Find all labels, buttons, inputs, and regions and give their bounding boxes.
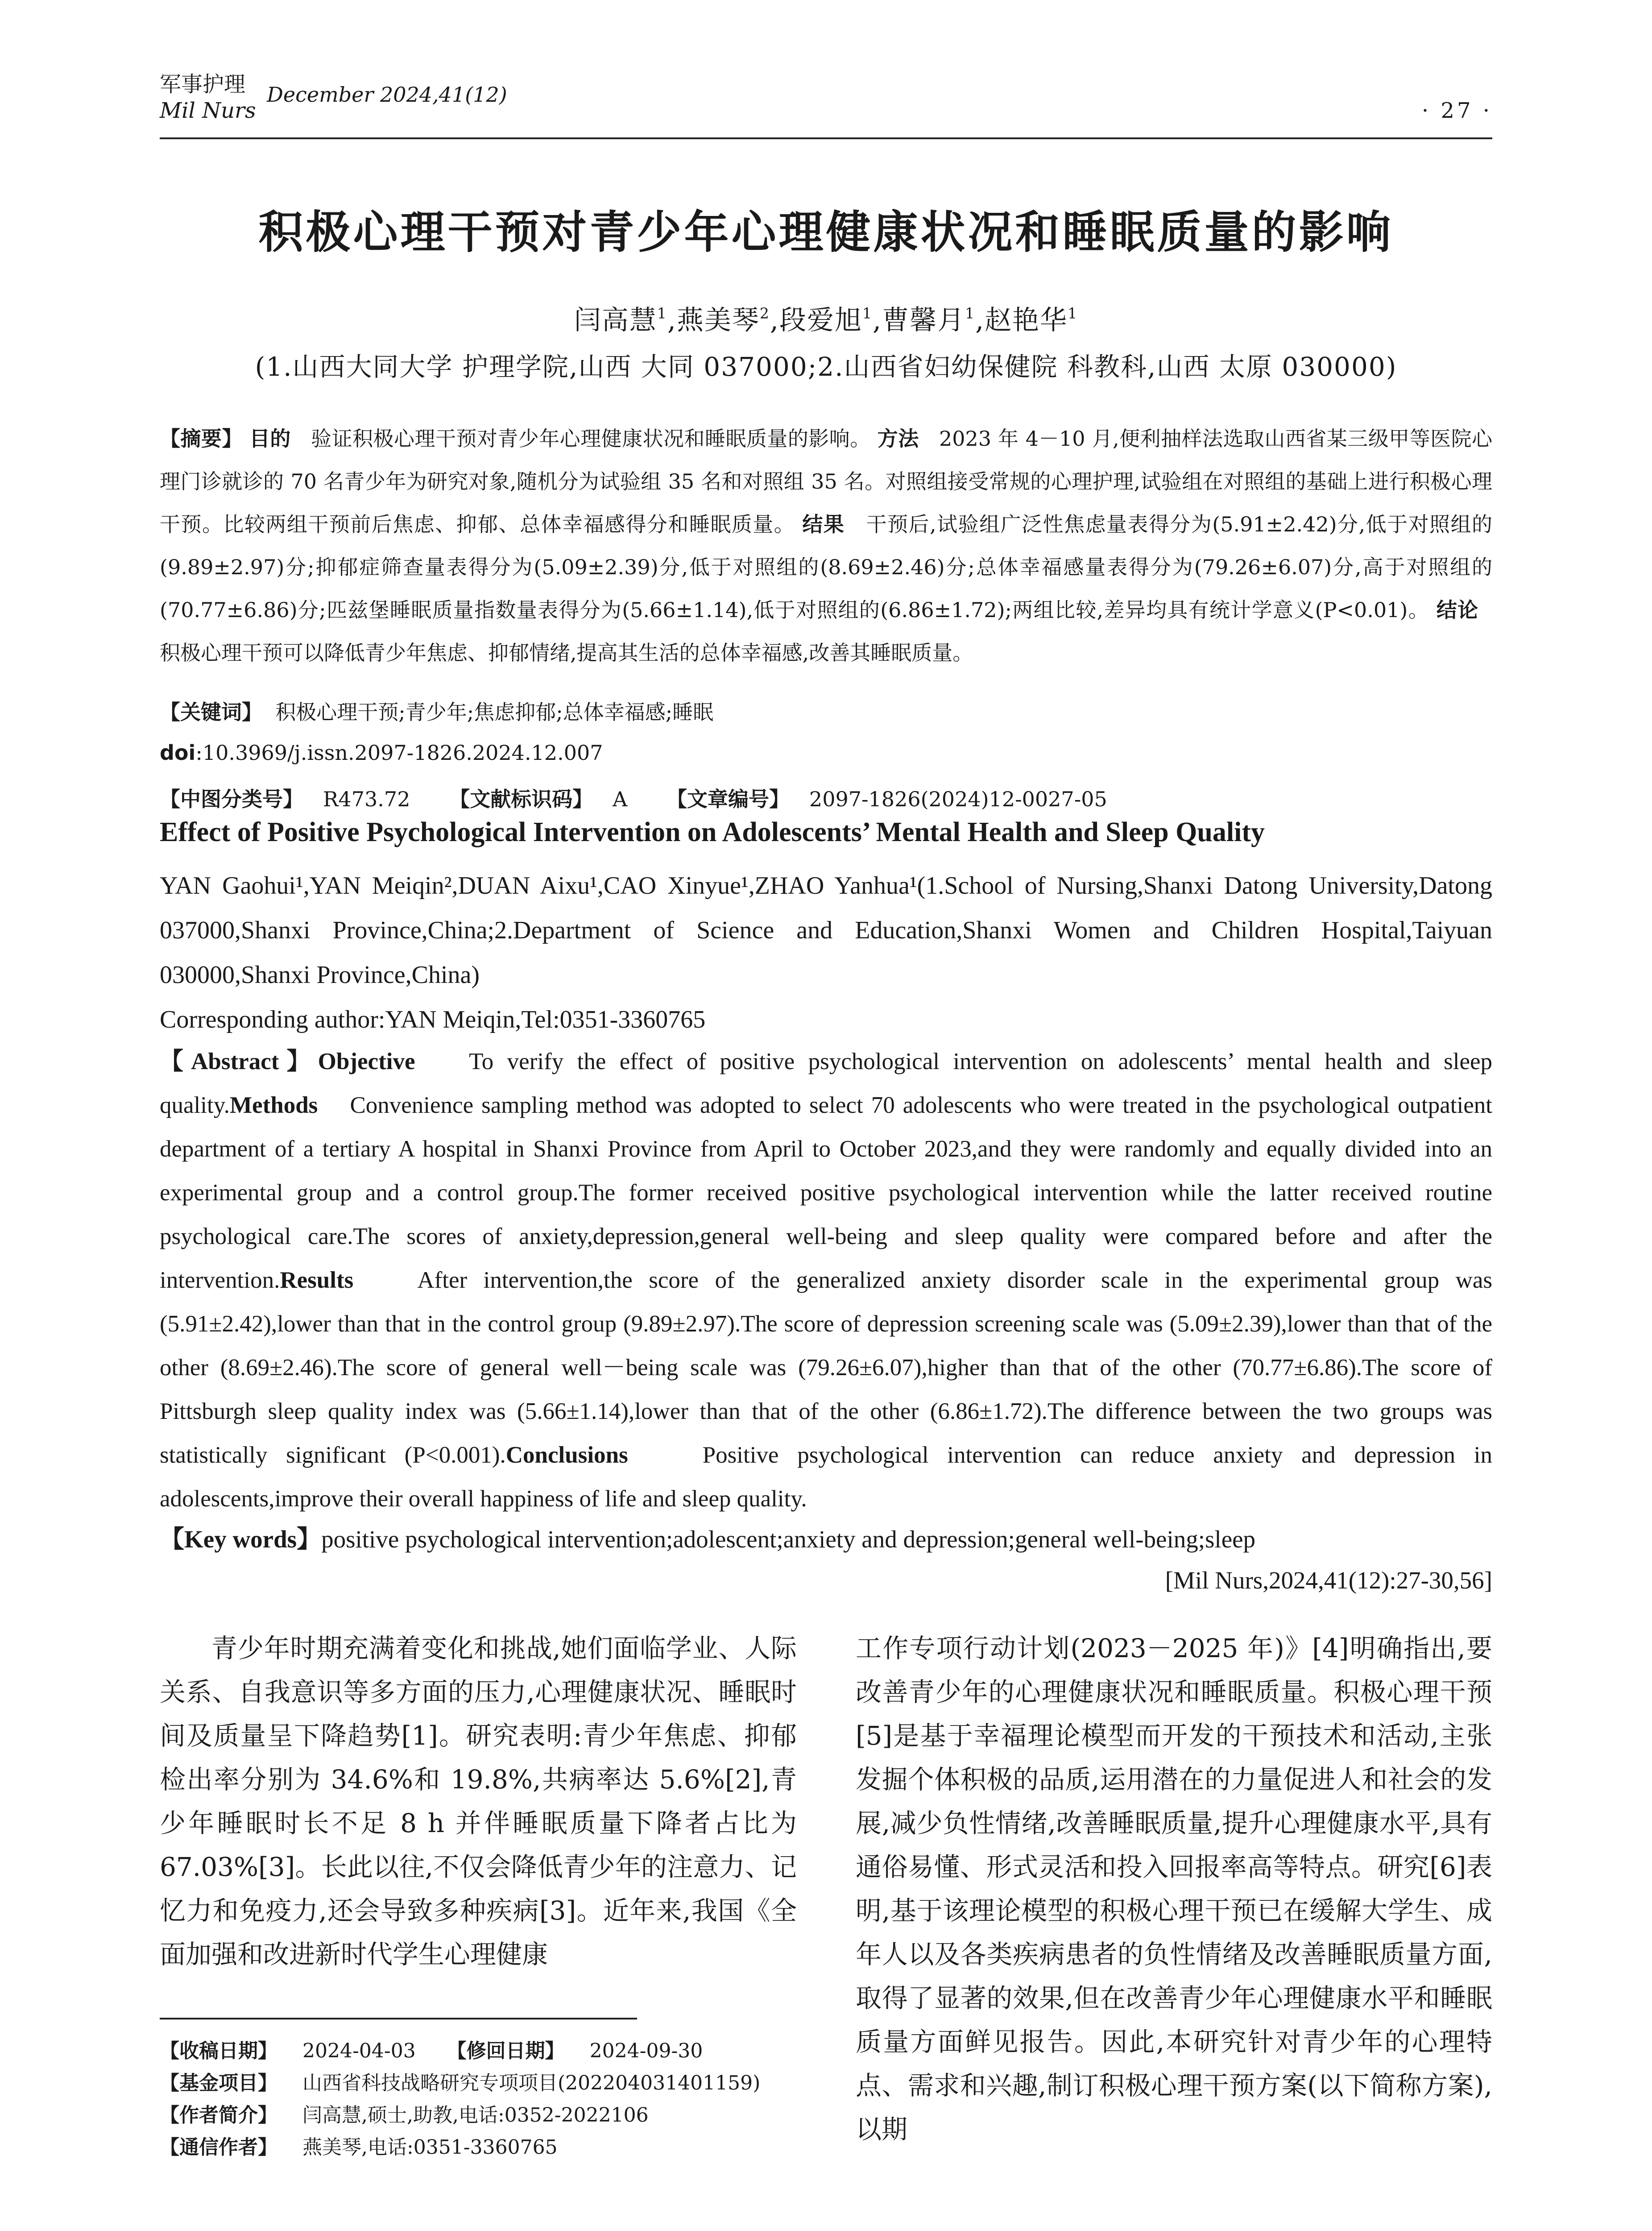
corresponding-author: Corresponding author:YAN Meiqin,Tel:0351-3360765 (160, 1006, 706, 1033)
footnote-rule (160, 2018, 637, 2020)
methods-text: 2023 年 4－10 月,便利抽样法选取山西省某三级甲等医院心理门诊就诊的 70 名青少年为研究对象,随机分为试验组 35 名和对照组 35 名。对照组接受常规的心理护理,试验组在对照组的基础上进行积极心理干预。比较两组干预前后焦虑、抑郁、总体幸福感得分和睡眠质量。 (160, 427, 1493, 536)
author-name: 曹馨月 (882, 305, 965, 336)
received-date: 2024-04-03 (302, 2040, 416, 2062)
clc-label: 【中图分类号】 (160, 787, 303, 811)
abstract-label: 【摘要】 (160, 427, 243, 451)
body-column-left: 青少年时期充满着变化和挑战,她们面临学业、人际关系、自我意识等多方面的压力,心理健康状况、睡眠时间及质量呈下降趋势[1]。研究表明:青少年焦虑、抑郁检出率分别为 34.6%和 19.8%,共病率达 5.6%[2],青少年睡眠时长不足 8 h 并伴睡眠质量下降者占比为 67.03%[3]。长此以往,不仅会降低青少年的注意力、记忆力和免疫力,还会导致多种疾病[3]。近年来,我国《全面加强和改进新时代学生心理健康 (160, 1633, 797, 1970)
abstract-cn (160, 417, 1492, 674)
keywords-en-text: positive psychological intervention;adolescent;anxiety and depression;general well-being;sleep (321, 1526, 1256, 1553)
objective-en-text: To verify the effect of positive psychological intervention on adolescents’ mental health and sleep quality. (160, 1049, 1492, 1118)
page-number: · 27 · (1421, 98, 1492, 123)
keywords-en-label: 【Key words】 (160, 1526, 322, 1553)
results-label: 结果 (802, 512, 845, 536)
header-rule (160, 137, 1492, 139)
author-bio-text: 闫高慧,硕士,助教,电话:0352-2022106 (302, 2104, 649, 2127)
author-sup: 2 (759, 304, 770, 322)
results-en-text: After intervention,the score of the generalized anxiety disorder scale in the experimental group was (5.91±2.42),lower than that in the control group (9.89±2.97).The score of depression screening scale was (5.09±2.39),lower than that of the other (8.69±2.46).The score of general well－being scale was (79.26±6.07),higher than that of the other (70.77±6.86).The score of Pittsburgh sleep quality index was (5.66±1.14),lower than that of the other (6.86±1.72).The difference between the two groups was statistically significant (P<0.001). (160, 1267, 1492, 1468)
revised-label: 【修回日期】 (447, 2040, 565, 2062)
corresponding-label: 【通信作者】 (160, 2136, 277, 2159)
keywords-text: 积极心理干预;青少年;焦虑抑郁;总体幸福感;睡眠 (275, 700, 714, 724)
clc-value: R473.72 (323, 787, 410, 811)
affiliation: (1.山西大同大学 护理学院,山西 大同 037000;2.山西省妇幼保健院 科教科,山西 太原 030000) (255, 352, 1397, 382)
body-column-right: 工作专项行动计划(2023－2025 年)》[4]明确指出,要改善青少年的心理健康状况和睡眠质量。积极心理干预[5]是基于幸福理论模型而开发的干预技术和活动,主张发掘个体积极的品质,运用潜在的力量促进人和社会的发展,减少负性情绪,改善睡眠质量,提升心理健康水平,具有通俗易懂、形式灵活和投入回报率高等特点。研究[6]表明,基于该理论模型的积极心理干预已在缓解大学生、成年人以及各类疾病患者的负性情绪及改善睡眠质量方面,取得了显著的效果,但在改善青少年心理健康水平和睡眠质量方面鲜见报告。因此,本研究针对青少年的心理特点、需求和兴趣,制订积极心理干预方案(以下简称方案),以期 (856, 1633, 1492, 2144)
citation: [Mil Nurs,2024,41(12):27-30,56] (1165, 1567, 1492, 1594)
author-name: 燕美琴 (676, 305, 760, 336)
objective-text: 验证积极心理干预对青少年心理健康状况和睡眠质量的影响。 (311, 427, 871, 451)
conclusion-en-label: Conclusions (505, 1442, 628, 1468)
article-no-value: 2097-1826(2024)12-0027-05 (809, 787, 1107, 811)
objective-en-label: Objective (318, 1049, 415, 1074)
doc-code-label: 【文献标识码】 (449, 787, 593, 811)
methods-en-text: Convenience sampling method was adopted to select 70 adolescents who were treated in the psychological outpatient department of a tertiary A hospital in Shanxi Province from April to October 2023,and they were randomly and equally divided into an experimental group and a control group.The former received positive psychological intervention while the latter received routine psychological care.The scores of anxiety,depression,general well-being and sleep quality were compared before and after the intervention. (160, 1092, 1492, 1293)
footnote-fund (160, 2067, 760, 2095)
corresponding-text: 燕美琴,电话:0351-3360765 (302, 2136, 558, 2159)
abstract-en-label: 【Abstract】 (160, 1049, 318, 1074)
keywords-cn (160, 696, 713, 726)
author-sup: 1 (657, 304, 667, 322)
article-no-label: 【文章编号】 (667, 787, 790, 811)
author-bio-label: 【作者简介】 (160, 2104, 277, 2127)
author-list: 闫高慧$^1$,燕美琴$^2$,段爱旭$^1$,曹馨月$^1$,赵艳华$^1$ (574, 304, 1078, 336)
fund-label: 【基金项目】 (160, 2072, 277, 2094)
author-sup: 1 (862, 304, 873, 322)
results-text: 干预后,试验组广泛性焦虑量表得分为(5.91±2.42)分,低于对照组的(9.89±2.97)分;抑郁症筛查量表得分为(5.09±2.39)分,低于对照组的(8.69±2.46)分;总体幸福感量表得分为(79.26±6.07)分,高于对照组的(70.77±6.86)分;匹兹堡睡眠质量指数量表得分为(5.66±1.14),低于对照组的(6.86±1.72);两组比较,差异均具有统计学意义(P<0.01)。 (160, 512, 1493, 622)
footnote-corresponding (160, 2131, 558, 2160)
doc-code-value: A (613, 787, 628, 811)
author-affiliation-en: YAN Gaohui¹,YAN Meiqin²,DUAN Aixu¹,CAO Xinyue¹,ZHAO Yanhua¹(1.School of Nursing,Shanxi Datong University,Datong 037000,Shanxi Province,China;2.Department of Science and Education,Shanxi Women and Children Hospital,Taiyuan 030000,Shanxi Province,China) (160, 872, 1492, 989)
journal-issue: December 2024,41(12) (267, 83, 507, 107)
author-name: 赵艳华 (985, 305, 1068, 336)
journal-name-en: Mil Nurs (160, 98, 256, 123)
received-label: 【收稿日期】 (160, 2040, 277, 2062)
abstract-en (160, 1040, 1492, 1521)
journal-name-cn: 军事护理 (160, 72, 246, 97)
classification-line (160, 783, 1107, 813)
fund-text: 山西省科技战略研究专项项目(202204031401159) (302, 2072, 761, 2094)
author-sup: 1 (965, 304, 976, 322)
footnote-author (160, 2099, 649, 2127)
methods-en-label: Methods (230, 1092, 318, 1118)
conclusion-label: 结论 (1436, 598, 1479, 622)
methods-label: 方法 (877, 427, 919, 451)
keywords-en (160, 1519, 1492, 1555)
doi-label: doi (160, 741, 196, 765)
objective-label: 目的 (249, 427, 291, 451)
footnote-dates (160, 2035, 703, 2063)
conclusion-en-text: Positive psychological intervention can reduce anxiety and depression in adolescents,improve their overall happiness of life and sleep quality. (160, 1442, 1493, 1512)
author-sup: 1 (1068, 304, 1078, 322)
paper-title-en: Effect of Positive Psychological Intervention on Adolescents’ Mental Health and Sleep Quality (160, 817, 1265, 847)
conclusion-text: 积极心理干预可以降低青少年焦虑、抑郁情绪,提高其生活的总体幸福感,改善其睡眠质量。 (160, 641, 973, 665)
keywords-label: 【关键词】 (160, 700, 262, 724)
results-en-label: Results (280, 1267, 354, 1293)
author-name: 闫高慧 (574, 305, 657, 336)
author-name: 段爱旭 (779, 305, 862, 336)
doi-line (160, 741, 603, 765)
doi-value: :10.3969/j.issn.2097-1826.2024.12.007 (195, 741, 603, 765)
paper-title: 积极心理干预对青少年心理健康状况和睡眠质量的影响 (258, 206, 1394, 258)
revised-date: 2024-09-30 (589, 2040, 703, 2062)
author-list-en (160, 863, 1492, 1042)
